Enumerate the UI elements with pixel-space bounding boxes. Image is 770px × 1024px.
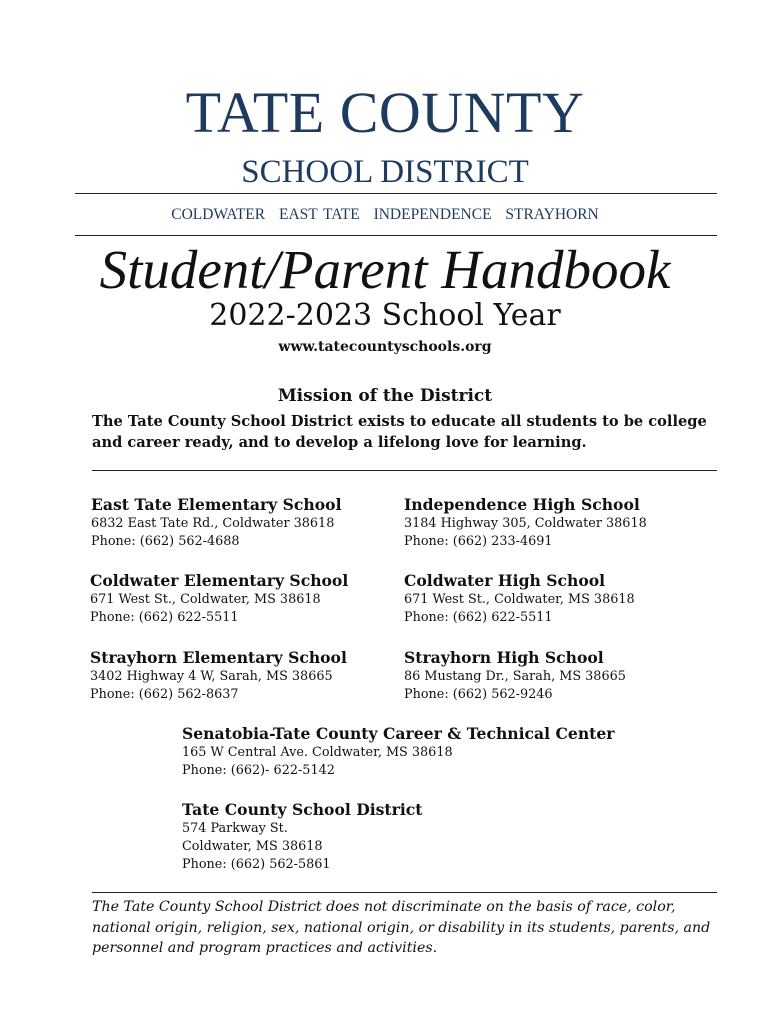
mission-statement: The Tate County School District exists to educate all students to be college and career ready, and to develop a lifelong love for learning. [92, 413, 707, 451]
handbook-title: Student/Parent Handbook [99, 239, 671, 300]
career-center-entry [182, 724, 662, 780]
town-east-tate: EAST TATE [278, 206, 360, 223]
school-phone: Phone: (662) 562-5861 [182, 857, 331, 872]
school-entry [404, 648, 704, 704]
school-name: Senatobia-Tate County Career & Technical Center [182, 724, 615, 743]
divider-mission [92, 470, 717, 471]
school-entry [404, 495, 704, 551]
school-city: Coldwater, MS 38618 [182, 839, 323, 854]
website-url: www.tatecountyschools.org [278, 339, 492, 355]
town-strayhorn: STRAYHORN [505, 206, 599, 223]
school-phone: Phone: (662) 562-9246 [404, 687, 553, 702]
school-address: 3402 Highway 4 W, Sarah, MS 38665 [90, 669, 333, 684]
town-independence: INDEPENDENCE [373, 206, 492, 223]
school-name: Independence High School [404, 495, 640, 514]
school-name: Coldwater High School [404, 571, 606, 590]
school-address: 671 West St., Coldwater, MS 38618 [404, 592, 635, 607]
school-phone: Phone: (662) 622-5511 [404, 610, 553, 625]
school-address: 3184 Highway 305, Coldwater 38618 [404, 516, 647, 531]
school-address: 574 Parkway St. [182, 821, 288, 836]
divider-middle [75, 235, 717, 236]
school-year: 2022-2023 School Year [209, 298, 561, 333]
school-phone: Phone: (662) 233-4691 [404, 534, 553, 549]
school-phone: Phone: (662) 562-8637 [90, 687, 239, 702]
town-list [0, 206, 770, 224]
divider-top [75, 193, 717, 194]
school-entry [404, 571, 704, 627]
school-entry [90, 571, 390, 627]
town-coldwater: COLDWATER [171, 206, 266, 223]
school-phone: Phone: (662) 562-4688 [91, 534, 240, 549]
school-name: Tate County School District [182, 800, 423, 819]
school-phone: Phone: (662) 622-5511 [90, 610, 239, 625]
school-address: 86 Mustang Dr., Sarah, MS 38665 [404, 669, 626, 684]
school-entry [90, 648, 390, 704]
non-discrimination-statement: The Tate County School District does not discriminate on the basis of race, color, national origin, religion, sex, national origin, or disability in its students, parents, and personnel and program practices and activities. [92, 899, 711, 956]
school-phone: Phone: (662)- 622-5142 [182, 763, 335, 778]
divider-footer [92, 892, 717, 893]
district-name: TATE COUNTY [185, 80, 585, 145]
school-name: East Tate Elementary School [91, 495, 342, 514]
district-subtitle: SCHOOL DISTRICT [241, 154, 529, 190]
school-name: Coldwater Elementary School [90, 571, 349, 590]
school-address: 6832 East Tate Rd., Coldwater 38618 [91, 516, 335, 531]
district-office-entry [182, 800, 662, 874]
mission-heading: Mission of the District [277, 386, 493, 406]
school-address: 671 West St., Coldwater, MS 38618 [90, 592, 321, 607]
school-entry [91, 495, 391, 551]
school-name: Strayhorn Elementary School [90, 648, 347, 667]
school-address: 165 W Central Ave. Coldwater, MS 38618 [182, 745, 453, 760]
school-name: Strayhorn High School [404, 648, 604, 667]
